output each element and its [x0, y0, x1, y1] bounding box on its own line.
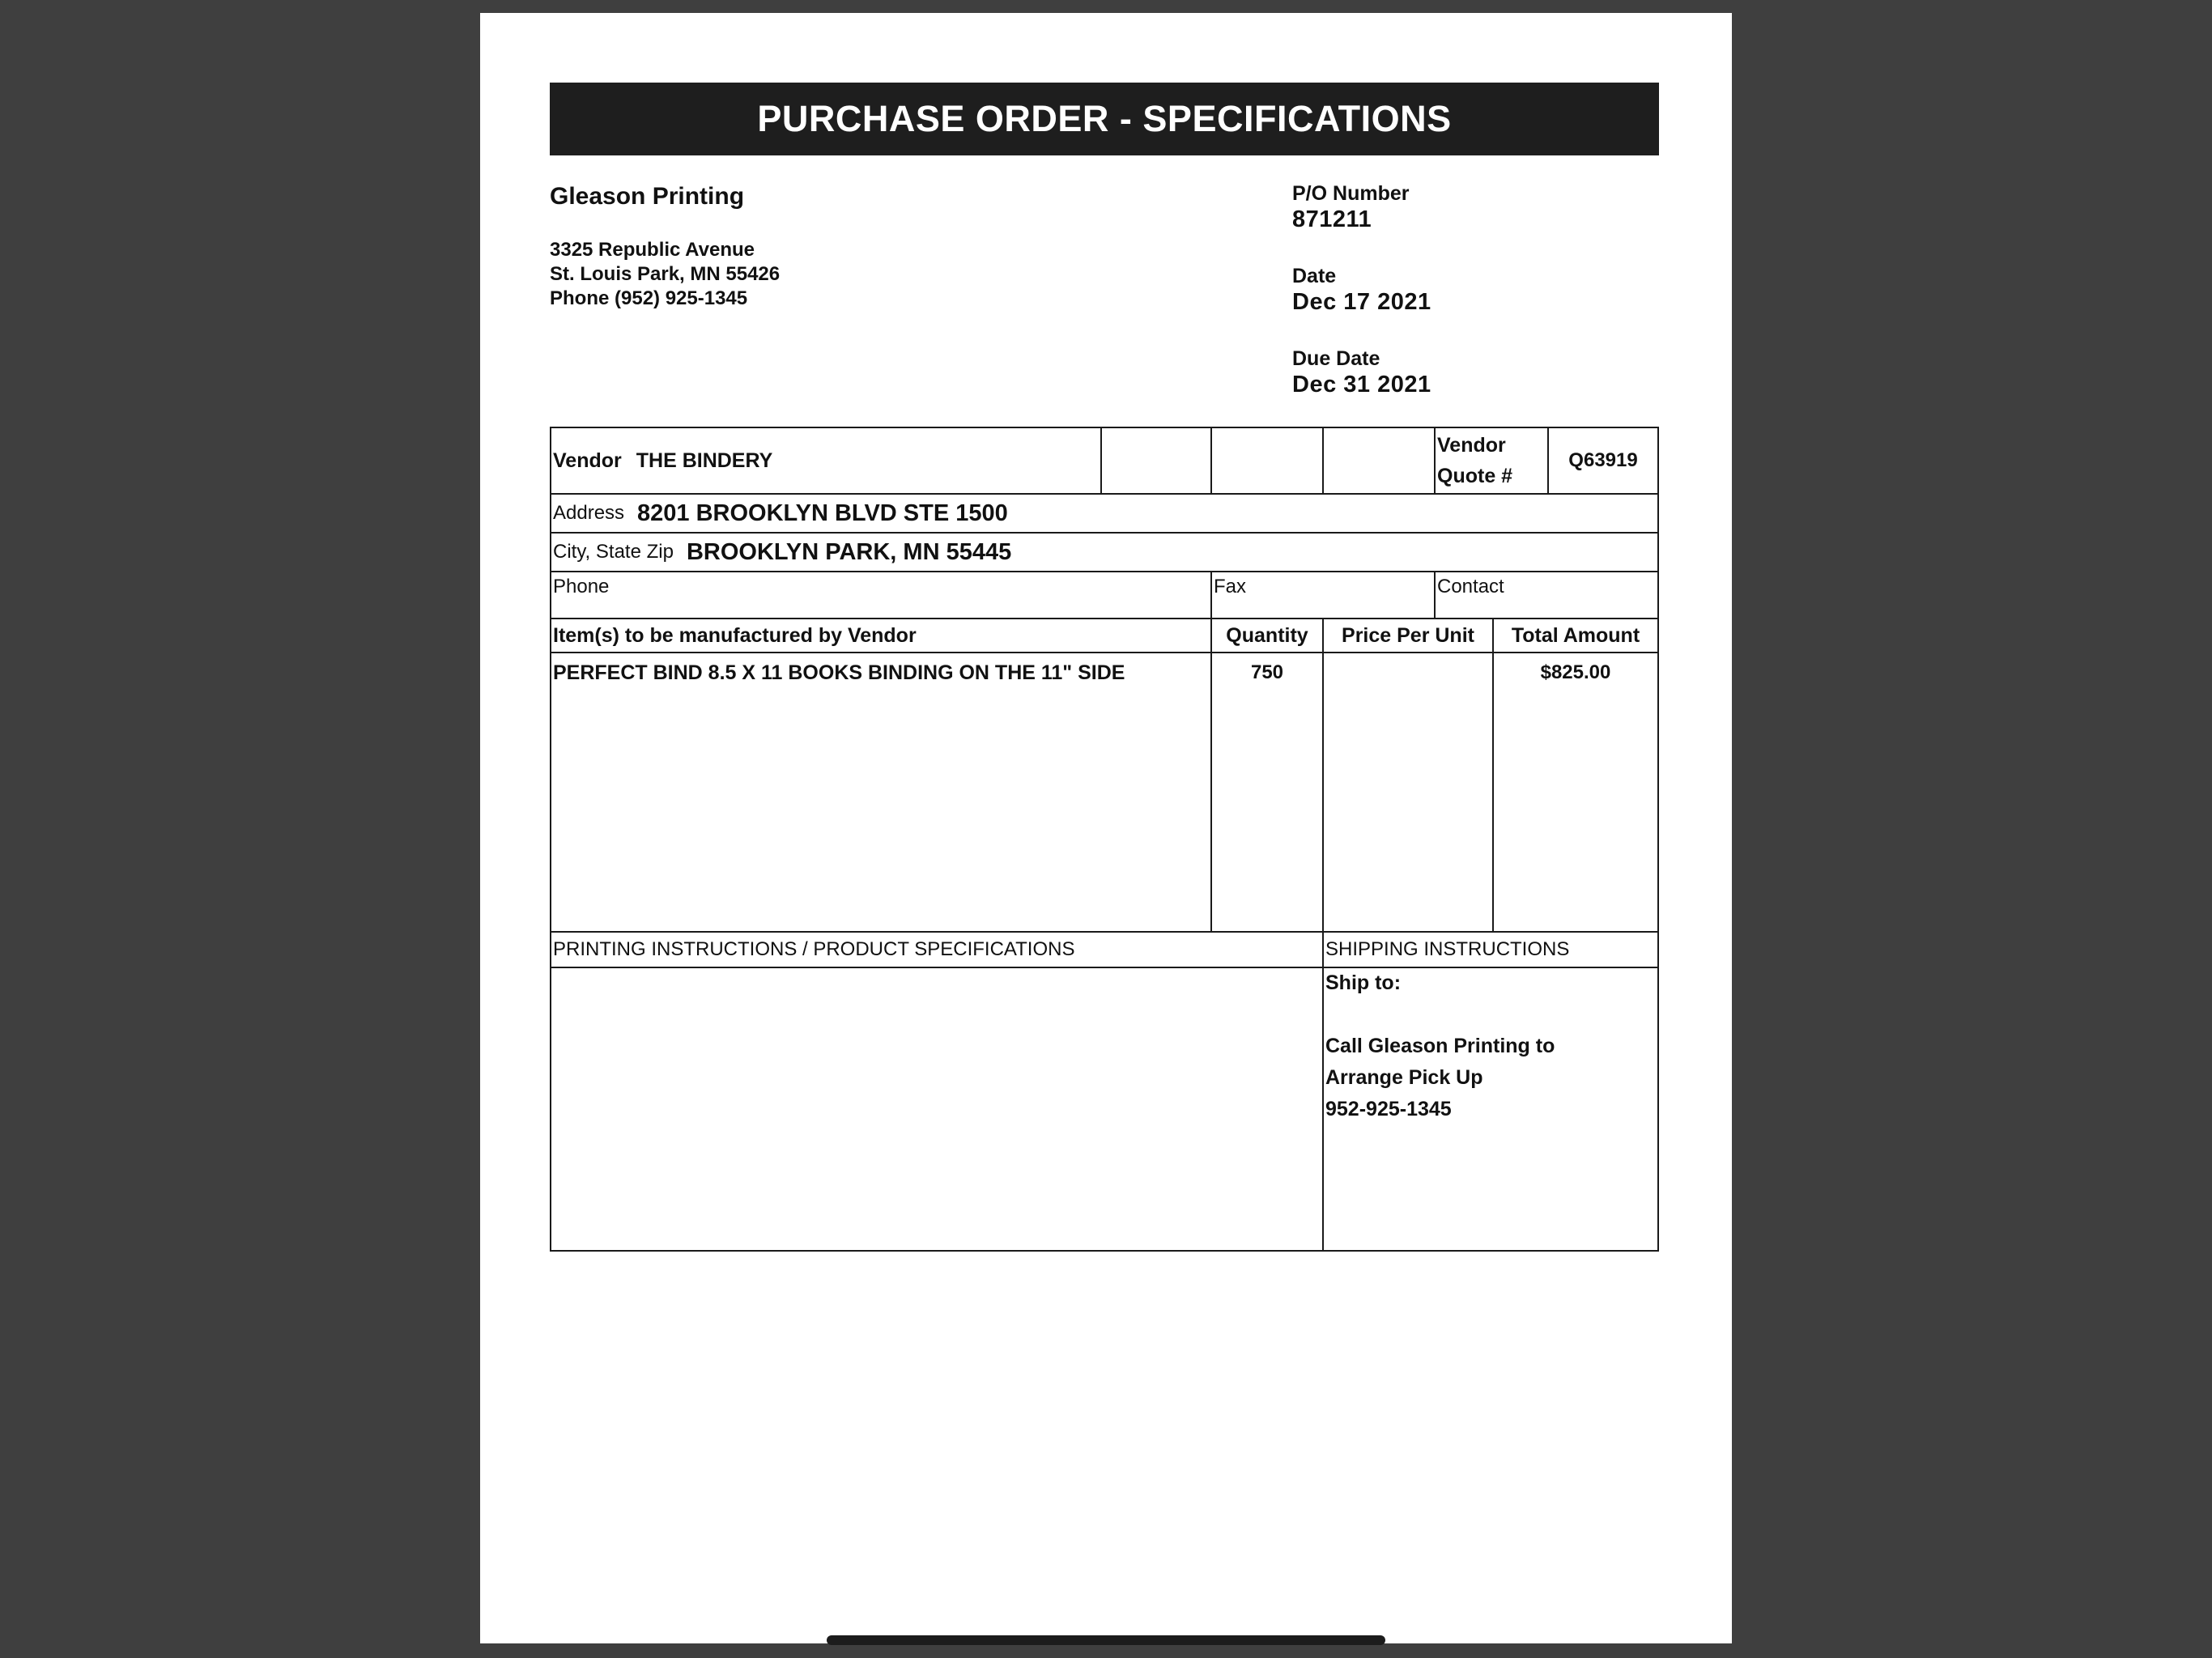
vendor-quote-value-cell	[1547, 428, 1657, 493]
vendor-blank-cell-1	[1100, 428, 1210, 493]
vendor-name: THE BINDERY	[636, 449, 773, 472]
address-row	[550, 495, 1659, 534]
vendor-row	[550, 427, 1659, 495]
po-number-value: 871211	[1292, 206, 1372, 232]
instructions-header-row	[550, 933, 1659, 968]
po-due-date-label: Due Date	[1292, 347, 1380, 370]
items-header-description-text: Item(s) to be manufactured by Vendor	[553, 623, 917, 647]
vendor-quote-label-line1: Vendor	[1437, 434, 1506, 457]
company-block	[550, 183, 780, 311]
phone-label: Phone	[553, 576, 610, 597]
item-quantity: 750	[1250, 661, 1284, 683]
city-state-zip-label: City, State Zip	[553, 541, 674, 563]
vendor-quote-number: Q63919	[1568, 449, 1638, 471]
po-date-value: Dec 17 2021	[1292, 289, 1431, 315]
items-header-quantity	[1210, 619, 1322, 652]
po-date-field	[1292, 264, 1431, 316]
address-cell	[551, 495, 1657, 532]
item-description: PERFECT BIND 8.5 X 11 BOOKS BINDING ON THE 11" SIDE	[553, 661, 1125, 684]
company-address-line1: 3325 Republic Avenue	[550, 239, 755, 261]
items-header-price	[1322, 619, 1492, 652]
fax-cell	[1210, 572, 1434, 618]
vendor-blank-cell-2	[1210, 428, 1322, 493]
po-number-field	[1292, 181, 1431, 233]
company-name: Gleason Printing	[550, 183, 745, 210]
phone-cell	[551, 572, 1210, 618]
phone-fax-contact-row	[550, 572, 1659, 619]
items-header-total	[1492, 619, 1657, 652]
printing-instructions-cell	[551, 968, 1322, 1250]
po-due-date-field	[1292, 346, 1431, 398]
title-bar	[550, 83, 1659, 155]
company-phone: Phone (952) 925-1345	[550, 287, 748, 309]
shipping-instructions-header	[1322, 933, 1657, 967]
ship-line-3: 952-925-1345	[1325, 1098, 1452, 1120]
table-row	[550, 653, 1659, 933]
item-total: $825.00	[1540, 661, 1611, 683]
po-info-block	[1292, 181, 1431, 429]
items-header-description	[551, 619, 1210, 652]
city-state-zip-cell	[551, 534, 1657, 571]
ship-to-label: Ship to:	[1325, 971, 1402, 994]
vendor-quote-label-line2: Quote #	[1437, 465, 1513, 487]
city-state-zip-value: BROOKLYN PARK, MN 55445	[686, 538, 1012, 565]
ship-line-1: Call Gleason Printing to	[1325, 1035, 1555, 1057]
item-description-cell	[551, 653, 1210, 931]
contact-label: Contact	[1437, 576, 1504, 597]
vendor-quote-label-cell	[1434, 428, 1547, 493]
purchase-order-form	[550, 427, 1659, 1252]
vendor-label: Vendor	[553, 449, 622, 472]
address-value: 8201 BROOKLYN BLVD STE 1500	[637, 500, 1008, 526]
shipping-instructions-header-text: SHIPPING INSTRUCTIONS	[1325, 938, 1570, 960]
fax-label: Fax	[1214, 576, 1247, 597]
items-header-quantity-text: Quantity	[1226, 623, 1308, 647]
page-title: PURCHASE ORDER - SPECIFICATIONS	[757, 98, 1452, 139]
city-state-zip-row	[550, 534, 1659, 572]
item-total-cell	[1492, 653, 1657, 931]
company-address-line2: St. Louis Park, MN 55426	[550, 263, 781, 285]
items-header-price-text: Price Per Unit	[1342, 623, 1474, 647]
address-label: Address	[553, 502, 625, 524]
item-price-cell	[1322, 653, 1492, 931]
instructions-body-row	[550, 968, 1659, 1252]
items-header-row	[550, 619, 1659, 653]
printing-instructions-header-text: PRINTING INSTRUCTIONS / PRODUCT SPECIFICATIONS	[553, 938, 1075, 960]
document-page	[480, 13, 1732, 1643]
items-header-total-text: Total Amount	[1511, 623, 1640, 647]
po-due-date-value: Dec 31 2021	[1292, 372, 1431, 397]
po-number-label: P/O Number	[1292, 182, 1410, 205]
vendor-cell	[551, 428, 1100, 493]
vendor-blank-cell-3	[1322, 428, 1434, 493]
shipping-instructions-cell	[1322, 968, 1657, 1250]
ship-line-2: Arrange Pick Up	[1325, 1066, 1483, 1089]
home-indicator-bar[interactable]	[827, 1635, 1385, 1645]
contact-cell	[1434, 572, 1657, 618]
item-quantity-cell	[1210, 653, 1322, 931]
po-date-label: Date	[1292, 265, 1337, 287]
printing-instructions-header	[551, 933, 1322, 967]
